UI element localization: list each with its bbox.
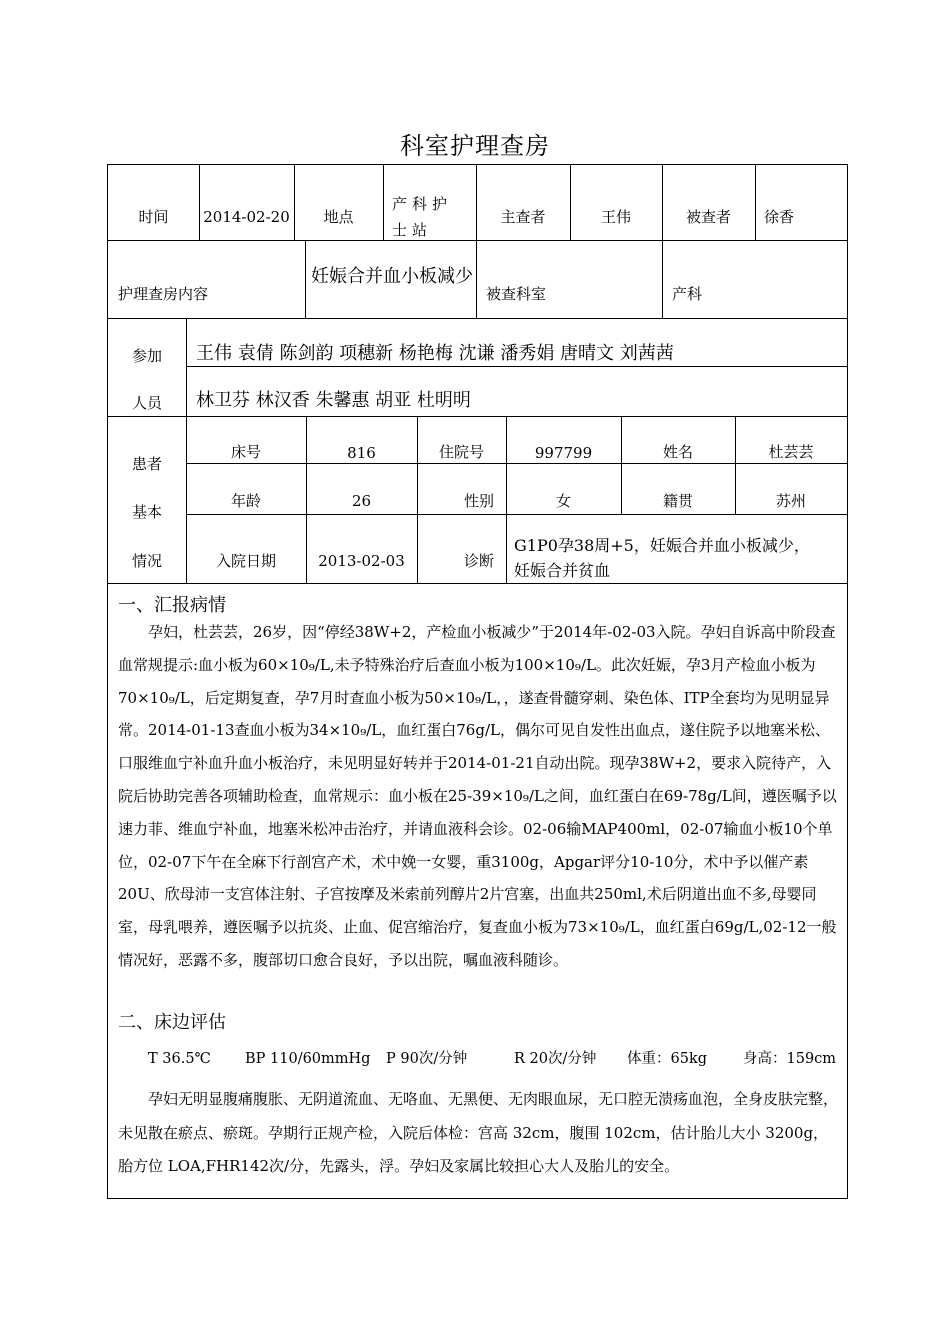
inspector-value: 王伟 bbox=[600, 208, 631, 226]
time-value: 2014-02-20 bbox=[203, 208, 290, 226]
content-value: 妊娠合并血小板减少 bbox=[311, 266, 473, 287]
vital-signs bbox=[148, 1049, 836, 1069]
section-heading: 二、床边评估 bbox=[118, 1012, 226, 1033]
col-divider bbox=[199, 165, 200, 240]
bed-value: 816 bbox=[347, 444, 376, 462]
sex-label: 性别 bbox=[463, 492, 494, 510]
inspectee-value: 徐香 bbox=[764, 208, 795, 226]
admission-no-label: 住院号 bbox=[438, 443, 484, 461]
col-divider bbox=[186, 318, 187, 416]
sex-value: 女 bbox=[555, 492, 571, 510]
content-label: 护理查房内容 bbox=[118, 285, 209, 303]
place-label: 地点 bbox=[323, 208, 354, 226]
section-heading: 一、汇报病情 bbox=[118, 595, 226, 616]
participants-line: 林卫芬 林汉香 朱馨惠 胡亚 杜明明 bbox=[196, 390, 471, 411]
row-divider bbox=[186, 514, 847, 515]
diagnosis-value: 妊娠合并贫血 bbox=[514, 561, 611, 580]
place-value: 产科护士站 bbox=[392, 195, 453, 239]
col-divider bbox=[476, 240, 477, 318]
admit-date-label: 入院日期 bbox=[215, 552, 276, 570]
participants-label: 参加 bbox=[131, 347, 162, 365]
rounds-form bbox=[107, 164, 848, 1199]
col-divider bbox=[662, 240, 663, 318]
name-label: 姓名 bbox=[662, 443, 693, 461]
dept-value: 产科 bbox=[672, 285, 703, 303]
origin-label: 籍贯 bbox=[662, 492, 693, 510]
col-divider bbox=[570, 165, 571, 240]
respiration: R 20次/分钟 bbox=[514, 1051, 597, 1067]
bedside-assessment bbox=[118, 1083, 840, 1184]
pulse: P 90次/分钟 bbox=[386, 1051, 468, 1067]
row-divider bbox=[108, 416, 847, 417]
col-divider bbox=[476, 165, 477, 240]
diagnosis-label: 诊断 bbox=[463, 552, 494, 570]
diagnosis-value: G1P0孕38周+5，妊娠合并血小板减少， bbox=[514, 536, 810, 555]
row-divider bbox=[186, 463, 847, 464]
col-divider bbox=[662, 165, 663, 240]
age-value: 26 bbox=[351, 492, 372, 510]
time-label: 时间 bbox=[138, 208, 169, 226]
height: 身高：159cm bbox=[743, 1051, 837, 1067]
patient-label: 基本 bbox=[131, 503, 162, 521]
temperature: T 36.5℃ bbox=[148, 1051, 211, 1067]
inspectee-label: 被查者 bbox=[685, 208, 731, 226]
participants-line: 王伟 袁倩 陈剑韵 项穗新 杨艳梅 沈谦 潘秀娟 唐晴文 刘茜茜 bbox=[196, 343, 674, 364]
col-divider bbox=[755, 165, 756, 240]
bedside-text: 孕妇无明显腹痛腹胀、无阴道流血、无咯血、无黑便、无肉眼血尿，无口腔无溃疡血泡，全身皮肤完整，未见散在瘀点、瘀斑。孕期行正规产检，入院后体检：宫高 32cm，腹围 102cm，估计胎儿大小 3200g，胎方位 LOA,FHR142次/分，先露头，浮。孕妇及家属比较担心大人及胎儿的安全。 bbox=[118, 1090, 839, 1175]
dept-label: 被查科室 bbox=[486, 285, 547, 303]
row-divider bbox=[108, 240, 847, 241]
col-divider bbox=[294, 165, 295, 240]
inspector-label: 主查者 bbox=[500, 208, 546, 226]
origin-value: 苏州 bbox=[775, 492, 806, 510]
row-divider bbox=[108, 318, 847, 319]
col-divider bbox=[383, 165, 384, 240]
case-report bbox=[118, 616, 840, 977]
col-divider bbox=[305, 240, 306, 318]
page-title: 科室护理查房 bbox=[400, 132, 550, 160]
name-value: 杜芸芸 bbox=[768, 443, 814, 461]
admission-no-value: 997799 bbox=[534, 444, 593, 462]
participants-label: 人员 bbox=[131, 394, 162, 412]
age-label: 年龄 bbox=[230, 492, 261, 510]
row-divider bbox=[108, 583, 847, 584]
bed-label: 床号 bbox=[230, 443, 261, 461]
patient-label: 患者 bbox=[131, 455, 162, 473]
patient-label: 情况 bbox=[131, 552, 162, 570]
admit-date-value: 2013-02-03 bbox=[318, 552, 405, 570]
case-report-text: 孕妇，杜芸芸，26岁，因“停经38W+2，产检血小板减少”于2014年-02-03入院。孕妇自诉高中阶段查血常规提示:血小板为60×10₉/L,未予特殊治疗后查血小板为100×10₉/L。此次妊娠，孕3月产检血小板为70×10₉/L，后定期复查，孕7月时查血小板为50×10₉/L，，遂查骨髓穿刺、染色体、ITP全套均为见明显异常。2014-01-13查血小板为34×10₉/L，血红蛋白76g/L，偶尔可见自发性出血点，遂住院予以地塞米松、口服维血宁补血升血小板治疗，未见明显好转并于2014-01-21自动出院。现孕38W+2，要求入院待产，入院后协助完善各项辅助检查，血常规示：血小板在25-39×10₉/L之间，血红蛋白在69-78g/L间，遵医嘱予以速力菲、维血宁补血，地塞米松冲击治疗，并请血液科会诊。02-06输MAP400ml，02-07输血小板10个单位，02-07下午在全麻下行剖宫产术，术中娩一女婴，重3100g，Apgar评分10-10分，术中予以催产素20U、欣母沛一支宫体注射、子宫按摩及米索前列醇片2片宫塞，出血共250ml,术后阴道出血不多,母婴同室，母乳喂养，遵医嘱予以抗炎、止血、促宫缩治疗，复查血小板为73×10₉/L，血红蛋白69g/L,02-12一般情况好，恶露不多，腹部切口愈合良好，予以出院，嘱血液科随诊。 bbox=[118, 623, 837, 969]
weight: 体重：65kg bbox=[627, 1051, 708, 1067]
blood-pressure: BP 110/60mmHg bbox=[245, 1051, 371, 1067]
